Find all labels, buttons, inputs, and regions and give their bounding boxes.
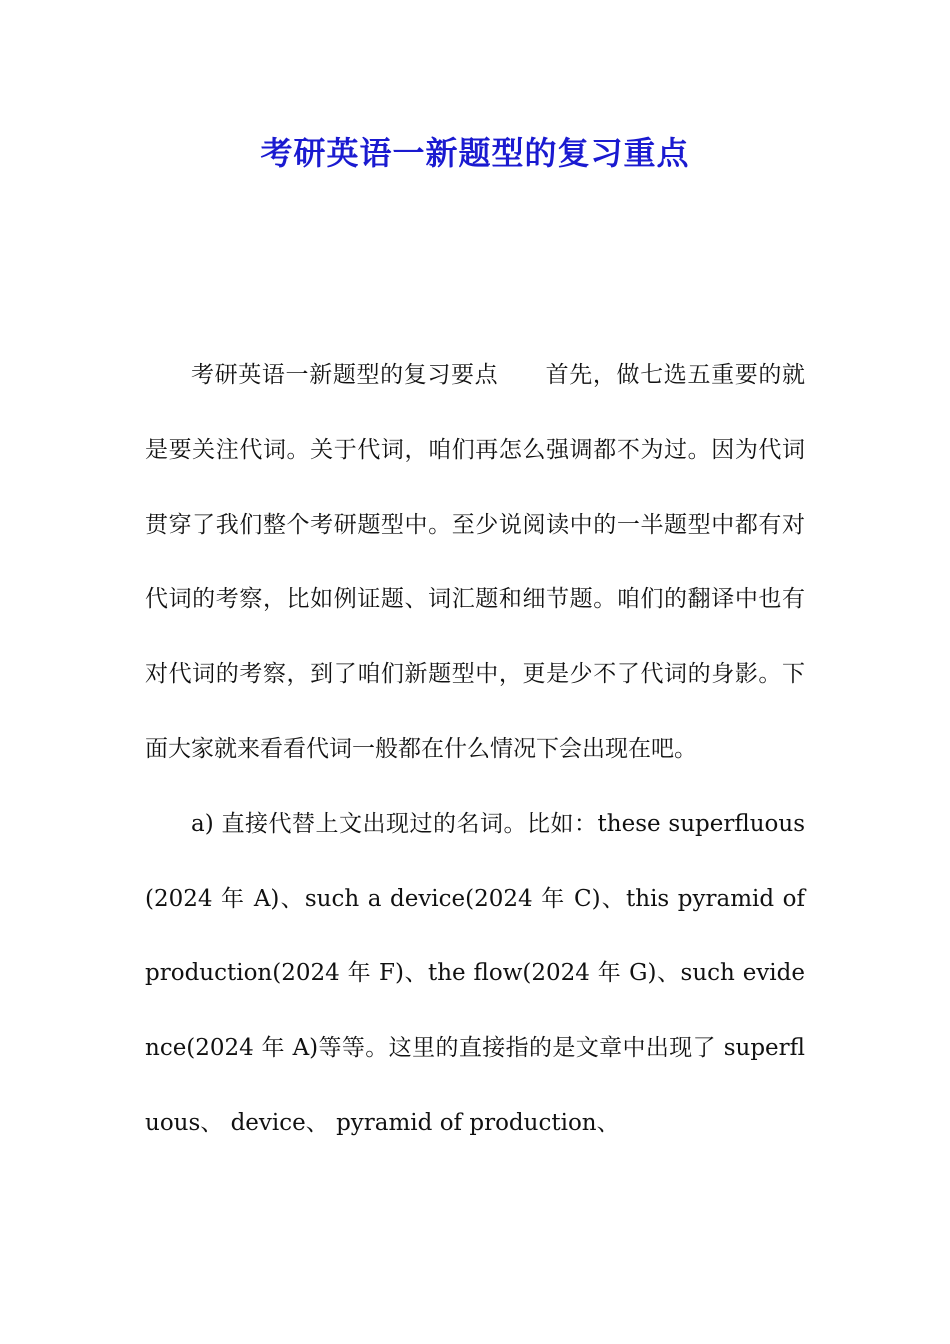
document-body: [145, 338, 805, 1161]
document-title: 考研英语一新题型的复习重点: [260, 134, 690, 172]
paragraph-intro: 考研英语一新题型的复习要点 首先，做七选五重要的就是要关注代词。关于代词，咱们再怎么强调都不为过。因为代词贯穿了我们整个考研题型中。至少说阅读中的一半题型中都有对代词的考察，比如例证题、词汇题和细节题。咱们的翻译中也有对代词的考察，到了咱们新题型中，更是少不了代词的身影。下面大家就来看看代词一般都在什么情况下会出现在吧。: [145, 362, 805, 762]
paragraph-pronoun-a: a) 直接代替上文出现过的名词。比如：these superfluous(2024 年 A)、such a device(2024 年 C)、this pyramid of production(2024 年 F)、the flow(2024 年 G)、such evidence(2024 年 A)等等。这里的直接指的是文章中出现了 superfluous、 device、 pyramid of production、: [145, 810, 805, 1136]
